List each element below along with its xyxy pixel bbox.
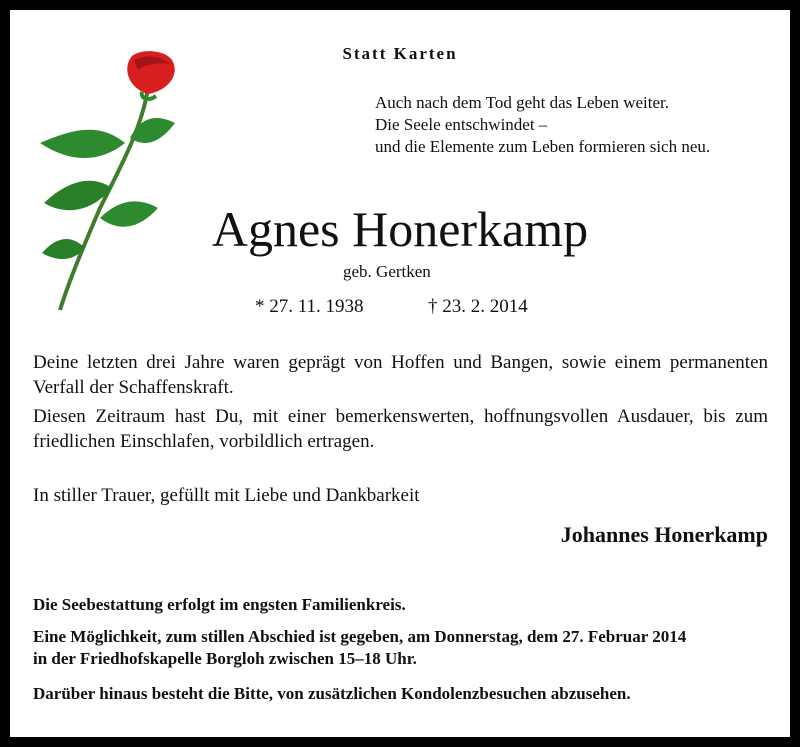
rose-icon [30, 48, 180, 318]
poem [375, 92, 785, 158]
burial-notice: Die Seebestattung erfolgt im engsten Familienkreis. [33, 595, 406, 614]
heading: Statt Karten [342, 44, 458, 63]
maiden-name: geb. Gertken [343, 262, 431, 281]
farewell-notice [33, 626, 773, 670]
death-date: † 23. 2. 2014 [428, 296, 528, 317]
poem-line: und die Elemente zum Leben formieren sich neu. [375, 137, 711, 156]
mourning-line: In stiller Trauer, gefüllt mit Liebe und Dankbarkeit [33, 485, 420, 506]
paragraph: Deine letzten drei Jahre waren geprägt von Hoffen und Bangen, sowie einem permanenten Verfall der Schaffenskraft. [33, 352, 768, 398]
birth-date: * 27. 11. 1938 [255, 296, 364, 317]
deceased-name: Agnes Honerkamp [211, 201, 589, 257]
paragraph: Diesen Zeitraum hast Du, mit einer bemerkenswerten, hoffnungsvollen Ausdauer, bis zum friedlichen Einschlafen, vorbildlich ertragen. [33, 406, 768, 452]
request-notice: Darüber hinaus besteht die Bitte, von zusätzlichen Kondolenzbesuchen abzusehen. [33, 684, 631, 703]
farewell-line: Eine Möglichkeit, zum stillen Abschied ist gegeben, am Donnerstag, dem 27. Februar 2014 [33, 627, 687, 646]
poem-line: Die Seele entschwindet – [375, 115, 548, 134]
poem-line: Auch nach dem Tod geht das Leben weiter. [375, 93, 670, 112]
farewell-line: in der Friedhofskapelle Borgloh zwischen 15–18 Uhr. [33, 649, 417, 668]
signature: Johannes Honerkamp [560, 522, 768, 547]
